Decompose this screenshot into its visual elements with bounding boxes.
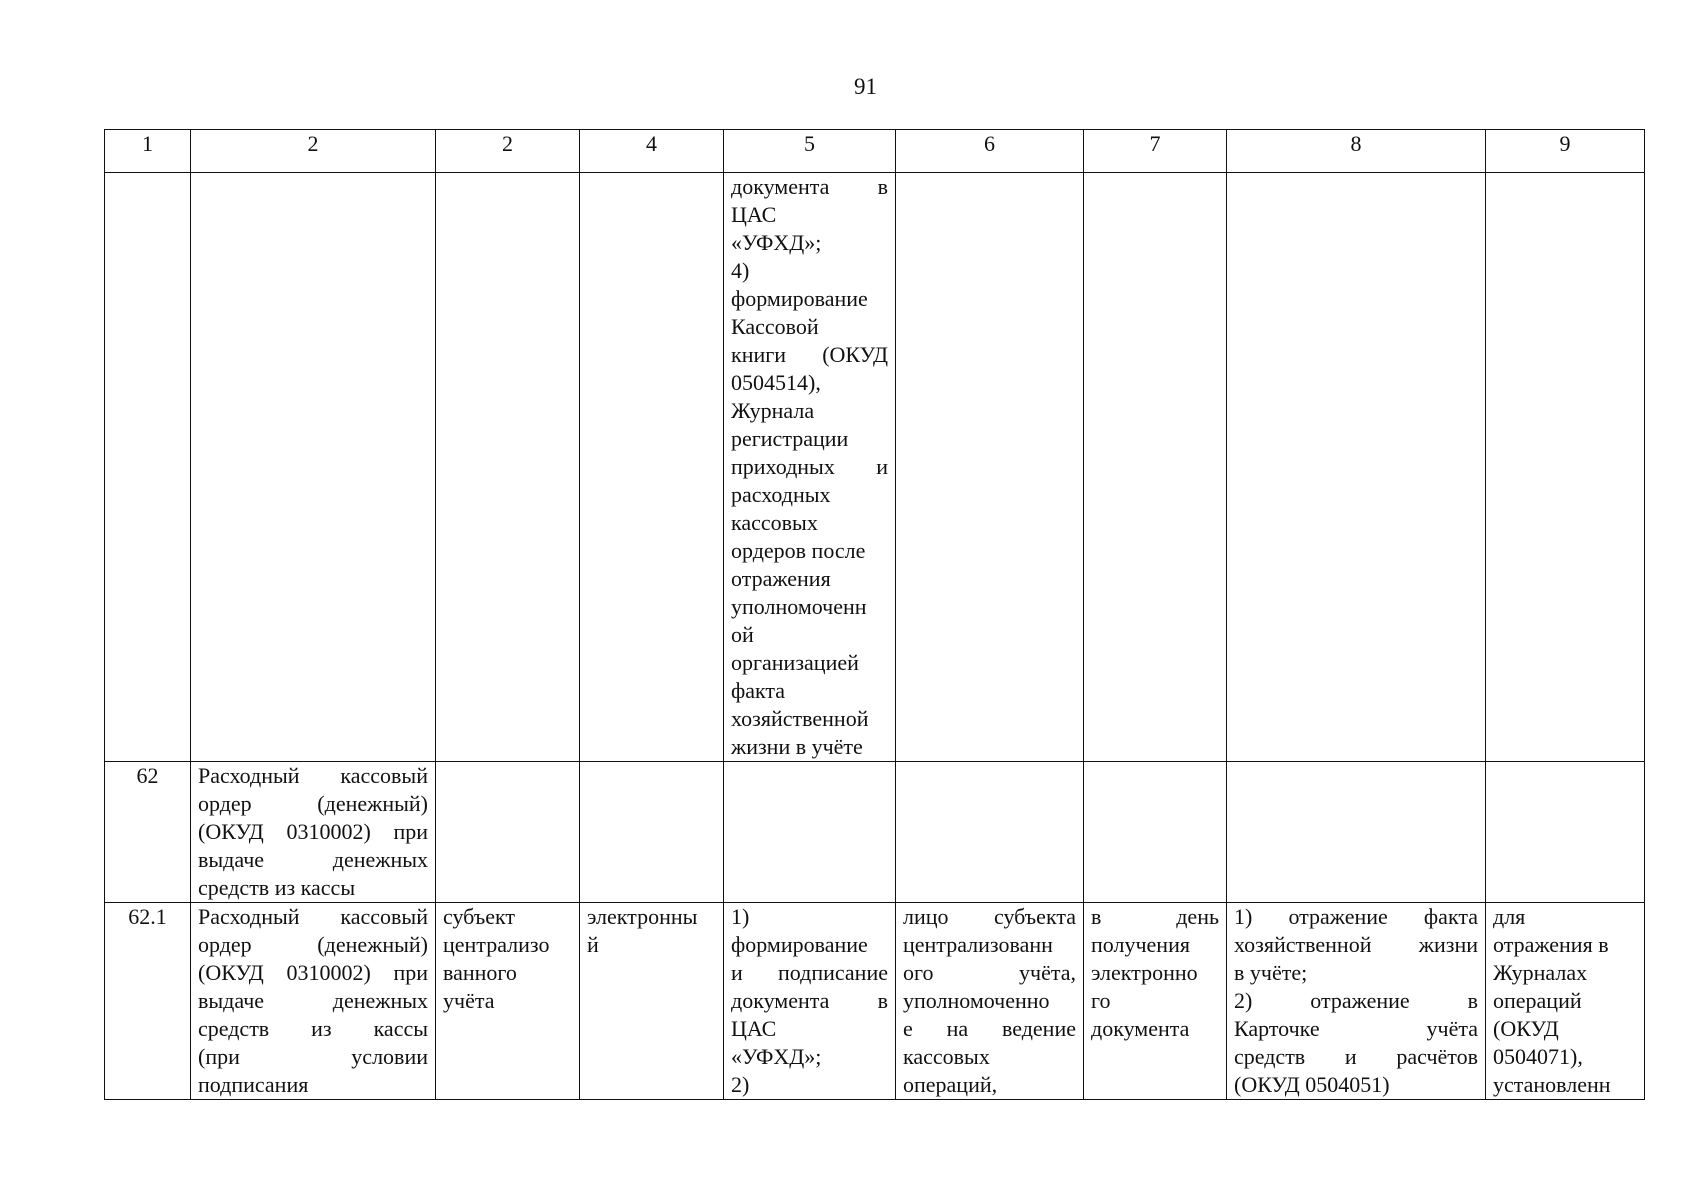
header-cell: 9 — [1486, 130, 1645, 173]
cell-text-line: (ОКУД 0310002) при — [198, 960, 428, 985]
cell-text-line: 1) — [731, 904, 750, 929]
cell-text-line: Журнала — [731, 398, 815, 423]
cell-text-line: 2) отражение в — [1234, 988, 1478, 1013]
cell-text-line: 4) — [731, 258, 750, 283]
cell-text-line: кассовых — [731, 510, 818, 535]
cell-text-line: в учёте; — [1234, 960, 1308, 985]
cell-text-line: (ОКУД — [1493, 1016, 1559, 1041]
cell-text-line: Журналах — [1493, 960, 1588, 985]
cell-text-line: хозяйственной жизни — [1234, 932, 1478, 957]
cell-text-line: Кассовой — [731, 314, 819, 339]
cell-text-line: субъект — [443, 904, 515, 929]
cell-text-line: формирование — [731, 286, 868, 311]
table-cell — [1486, 762, 1645, 903]
cell-text-line: получения — [1091, 932, 1190, 957]
cell-text-line: средств из кассы — [198, 1016, 428, 1041]
cell-text-line: книги (ОКУД — [731, 342, 888, 367]
table-cell — [1084, 762, 1227, 903]
cell-text-line: 2) — [731, 1072, 750, 1097]
cell-text-line: централизованн — [903, 932, 1053, 957]
table-cell — [191, 173, 436, 762]
cell-text-line: централизо — [443, 932, 550, 957]
cell-text-line: лицо субъекта — [903, 904, 1076, 929]
cell-text-line: средств из кассы — [198, 875, 356, 900]
cell-text-line: приходных и — [731, 454, 888, 479]
cell-text-line: операций — [1493, 988, 1582, 1013]
header-row — [105, 130, 1645, 173]
document-name-cell — [191, 762, 436, 903]
cell-text-line: учёта — [443, 988, 495, 1013]
purpose-cell — [1486, 903, 1645, 1100]
table-cell-procedure — [724, 173, 896, 762]
cell-text-line: кассовых — [903, 1044, 990, 1069]
header-cell: 6 — [896, 130, 1084, 173]
cell-text-line: ЦАС — [731, 202, 777, 227]
cell-text-line: уполномоченн — [731, 594, 867, 619]
cell-text-line: Карточке учёта — [1234, 1016, 1478, 1041]
cell-text-line: расходных — [731, 482, 831, 507]
cell-text-line: (при условии — [198, 1044, 428, 1069]
header-cell: 4 — [580, 130, 724, 173]
table-cell — [1227, 173, 1486, 762]
cell-text-line: ЦАС — [731, 1016, 777, 1041]
cell-text-line: е на ведение — [903, 1016, 1076, 1041]
header-cell: 8 — [1227, 130, 1486, 173]
responsible-person-cell — [896, 903, 1084, 1100]
cell-text-line: документа в — [731, 988, 888, 1013]
cell-text-line: электронны — [587, 904, 698, 929]
table-cell — [436, 762, 580, 903]
cell-text-line: регистрации — [731, 426, 849, 451]
cell-text-line: ордеров после — [731, 538, 866, 563]
row-number: 62 — [105, 762, 191, 903]
document-name-cell — [191, 903, 436, 1100]
cell-text-line: «УФХД»; — [731, 1044, 822, 1069]
cell-text-line: электронно — [1091, 960, 1198, 985]
header-cell: 2 — [436, 130, 580, 173]
table-cell — [436, 173, 580, 762]
cell-text-line: уполномоченно — [903, 988, 1050, 1013]
cell-text-line: и подписание — [731, 960, 888, 985]
table-cell — [896, 762, 1084, 903]
cell-text-line: (ОКУД 0504051) — [1234, 1072, 1390, 1097]
cell-text-line: выдаче денежных — [198, 847, 428, 872]
cell-text-line: «УФХД»; — [731, 230, 822, 255]
cell-text-line: й — [587, 932, 599, 957]
cell-text-line: жизни в учёте — [731, 734, 863, 759]
procedure-cell — [724, 903, 896, 1100]
cell-text-line: отражения в — [1493, 932, 1609, 957]
header-cell: 5 — [724, 130, 896, 173]
table-row-62 — [105, 762, 1645, 903]
table-cell — [1486, 173, 1645, 762]
cell-text-line: документа — [1091, 1016, 1190, 1041]
cell-text-line: отражения — [731, 566, 831, 591]
table-cell — [580, 762, 724, 903]
table-cell — [105, 173, 191, 762]
cell-text-line: 0504514), — [731, 370, 821, 395]
cell-text-line: документа в — [731, 174, 888, 199]
cell-text-line: го — [1091, 988, 1111, 1013]
cell-text-line: хозяйственной — [731, 706, 869, 731]
header-cell: 7 — [1084, 130, 1227, 173]
cell-text-line: ордер (денежный) — [198, 932, 428, 957]
cell-text-line: операций, — [903, 1072, 998, 1097]
table-cell — [724, 762, 896, 903]
cell-text-line: подписания — [198, 1072, 309, 1097]
cell-text-line: установленн — [1493, 1072, 1611, 1097]
cell-text-line: выдаче денежных — [198, 988, 428, 1013]
cell-text-line: ордер (денежный) — [198, 791, 428, 816]
deadline-cell — [1084, 903, 1227, 1100]
cell-text-line: Расходный кассовый — [198, 763, 428, 788]
cell-text-line: организацией — [731, 650, 859, 675]
actions-cell — [1227, 903, 1486, 1100]
responsible-entity-cell — [436, 903, 580, 1100]
table-row-62-1 — [105, 903, 1645, 1100]
table-cell — [896, 173, 1084, 762]
header-cell: 2 — [191, 130, 436, 173]
cell-text-line: формирование — [731, 932, 868, 957]
table-row-continuation — [105, 173, 1645, 762]
table-cell — [1227, 762, 1486, 903]
cell-text-line: для — [1493, 904, 1526, 929]
document-table — [104, 129, 1645, 1100]
cell-text-line: ой — [731, 622, 754, 647]
cell-text-line: в день — [1091, 904, 1219, 929]
cell-text-line: средств и расчётов — [1234, 1044, 1478, 1069]
cell-text-line: 0504071), — [1493, 1044, 1583, 1069]
cell-text-line: Расходный кассовый — [198, 904, 428, 929]
cell-text-line: 1) отражение факта — [1234, 904, 1478, 929]
table-cell — [580, 173, 724, 762]
table-cell — [1084, 173, 1227, 762]
cell-text-line: ванного — [443, 960, 517, 985]
document-format-cell — [580, 903, 724, 1100]
header-cell: 1 — [105, 130, 191, 173]
cell-text-line: (ОКУД 0310002) при — [198, 819, 428, 844]
cell-text-line: факта — [731, 678, 786, 703]
page-number: 91 — [854, 74, 877, 99]
row-number: 62.1 — [105, 903, 191, 1100]
cell-text-line: ого учёта, — [903, 960, 1076, 985]
